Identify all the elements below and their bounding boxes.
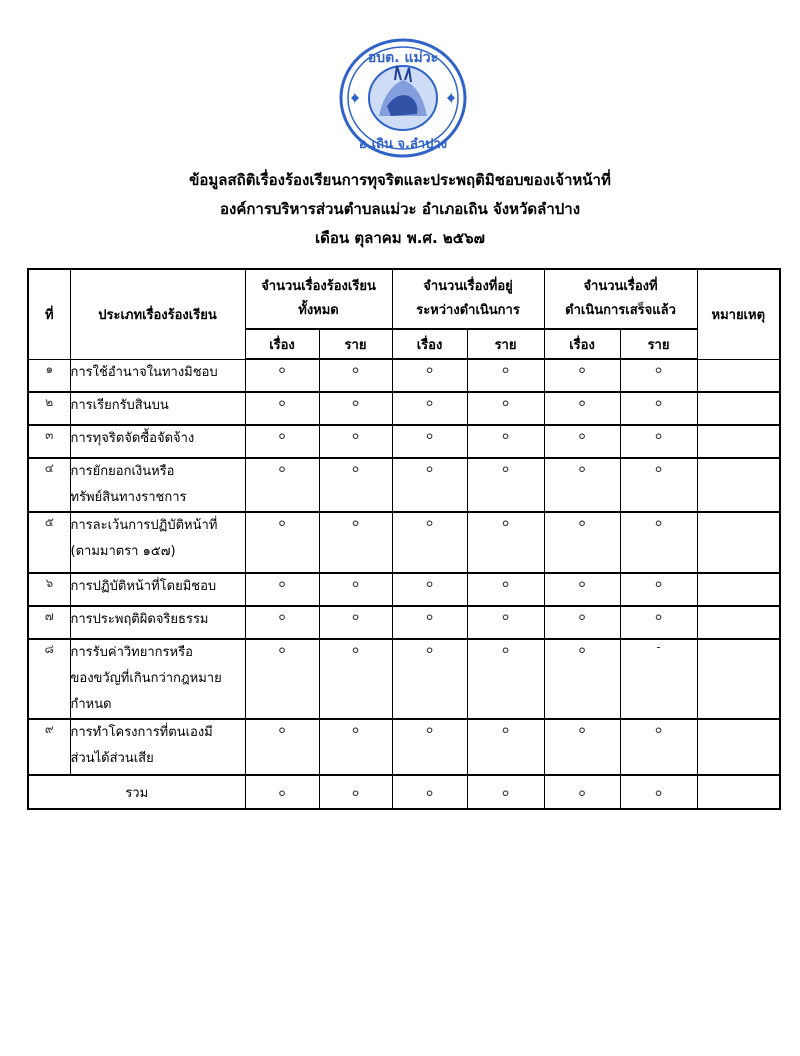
- complaint-statistics-table: [27, 268, 781, 810]
- row-number: ๔: [28, 458, 70, 512]
- subheader-person: ราย: [467, 329, 544, 359]
- value-cell: ๐: [620, 573, 697, 606]
- value-cell: ๐: [620, 392, 697, 425]
- total-row: [28, 775, 780, 809]
- header-group-done-line1: จำนวนเรื่องที่: [583, 279, 658, 294]
- header-group-total-line2: ทั้งหมด: [298, 303, 339, 318]
- remark-cell: [697, 719, 780, 775]
- value-cell: ๐: [544, 359, 620, 392]
- report-title: ข้อมูลสถิติเรื่องร้องเรียนการทุจริตและประพฤติมิชอบของเจ้าหน้าที่: [189, 171, 611, 189]
- header-complaint-type: ประเภทเรื่องร้องเรียน: [70, 269, 245, 359]
- header-group-done-line2: ดำเนินการเสร็จแล้ว: [565, 303, 676, 318]
- complaint-type: การประพฤติผิดจริยธรรม: [70, 606, 245, 639]
- value-cell: ๐: [319, 392, 392, 425]
- complaint-type: การเรียกรับสินบน: [70, 392, 245, 425]
- value-cell: ๐: [245, 719, 319, 775]
- table-row: [28, 573, 780, 606]
- complaint-type: การรับค่าวิทยากรหรือ ของขวัญที่เกินกว่ากฎหมาย กำหนด: [70, 639, 245, 719]
- value-cell: ๐: [319, 573, 392, 606]
- value-cell: ๐: [467, 458, 544, 512]
- total-value-cell: ๐: [467, 775, 544, 809]
- value-cell: ๐: [392, 425, 467, 458]
- report-period: เดือน ตุลาคม พ.ศ. ๒๕๖๗: [315, 229, 485, 247]
- remark-cell: [697, 392, 780, 425]
- value-cell: ๐: [319, 425, 392, 458]
- complaint-type: การทำโครงการที่ตนเองมี ส่วนได้ส่วนเสีย: [70, 719, 245, 775]
- header-group-progress-line1: จำนวนเรื่องที่อยู่: [423, 279, 513, 294]
- value-cell: ๐: [544, 606, 620, 639]
- value-cell: ๐: [544, 512, 620, 573]
- value-cell: ๐: [392, 719, 467, 775]
- remark-cell: [697, 512, 780, 573]
- remark-cell: [697, 458, 780, 512]
- remark-cell: [697, 573, 780, 606]
- total-value-cell: ๐: [245, 775, 319, 809]
- row-number: ๘: [28, 639, 70, 719]
- row-number: ๓: [28, 425, 70, 458]
- value-cell: ๐: [467, 359, 544, 392]
- remark-cell: [697, 425, 780, 458]
- value-cell: ๐: [467, 392, 544, 425]
- table-row: [28, 606, 780, 639]
- value-cell: ๐: [392, 359, 467, 392]
- value-cell: ๐: [467, 512, 544, 573]
- subheader-case: เรื่อง: [544, 329, 620, 359]
- seal-bottom-text: อ.เถิน จ.ลำปาง: [358, 137, 448, 152]
- table-row: [28, 512, 780, 573]
- value-cell: ๐: [319, 458, 392, 512]
- value-cell: ๐: [467, 606, 544, 639]
- value-cell: ๐: [392, 392, 467, 425]
- value-cell: ๐: [544, 639, 620, 719]
- value-cell: ๐: [392, 573, 467, 606]
- table-row: [28, 458, 780, 512]
- total-value-cell: ๐: [544, 775, 620, 809]
- value-cell: ๐: [544, 425, 620, 458]
- header-group-in-progress: [392, 269, 544, 329]
- organization-seal: [337, 36, 469, 160]
- remark-cell: [697, 359, 780, 392]
- row-number: ๖: [28, 573, 70, 606]
- header-no: ที่: [28, 269, 70, 359]
- remark-cell: [697, 606, 780, 639]
- value-cell: ๐: [392, 458, 467, 512]
- subheader-case: เรื่อง: [392, 329, 467, 359]
- value-cell: ๐: [544, 719, 620, 775]
- complaint-type: การละเว้นการปฏิบัติหน้าที่ (ตามมาตรา ๑๕๗): [70, 512, 245, 573]
- total-value-cell: ๐: [392, 775, 467, 809]
- row-number: ๑: [28, 359, 70, 392]
- value-cell: ๐: [467, 719, 544, 775]
- value-cell: ๐: [392, 639, 467, 719]
- value-cell: ๐: [245, 512, 319, 573]
- total-label: รวม: [28, 775, 245, 809]
- seal-top-text: อบต. แม่วะ: [367, 50, 439, 66]
- row-number: ๒: [28, 392, 70, 425]
- value-cell: ๐: [319, 719, 392, 775]
- value-cell: ๐: [467, 425, 544, 458]
- value-cell: ๐: [620, 719, 697, 775]
- value-cell: ๐: [544, 458, 620, 512]
- row-number: ๙: [28, 719, 70, 775]
- value-cell: ๐: [392, 606, 467, 639]
- seal-emblem-icon: [337, 36, 469, 160]
- header-group-total: [245, 269, 392, 329]
- total-remark-cell: [697, 775, 780, 809]
- value-cell: ๐: [245, 425, 319, 458]
- complaint-type: การยักยอกเงินหรือ ทรัพย์สินทางราชการ: [70, 458, 245, 512]
- value-cell: ๐: [319, 606, 392, 639]
- value-cell: ๐: [245, 573, 319, 606]
- value-cell: ๐: [245, 458, 319, 512]
- subheader-person: ราย: [319, 329, 392, 359]
- value-cell: ๐: [544, 573, 620, 606]
- table-row: [28, 719, 780, 775]
- complaint-type: การทุจริตจัดซื้อจัดจ้าง: [70, 425, 245, 458]
- header-group-total-line1: จำนวนเรื่องร้องเรียน: [261, 279, 376, 294]
- complaint-type: การปฏิบัติหน้าที่โดยมิชอบ: [70, 573, 245, 606]
- remark-cell: [697, 639, 780, 719]
- value-cell: ๐: [392, 512, 467, 573]
- value-cell: ๐: [620, 458, 697, 512]
- table-row: [28, 392, 780, 425]
- value-cell: ๐: [245, 606, 319, 639]
- subheader-person: ราย: [620, 329, 697, 359]
- table-row: [28, 425, 780, 458]
- value-cell: ๐: [319, 639, 392, 719]
- subheader-case: เรื่อง: [245, 329, 319, 359]
- value-cell: ๐: [620, 359, 697, 392]
- value-cell: ๐: [620, 425, 697, 458]
- row-number: ๕: [28, 512, 70, 573]
- header-group-progress-line2: ระหว่างดำเนินการ: [416, 303, 520, 318]
- organization-name: องค์การบริหารส่วนตำบลแม่วะ อำเภอเถิน จังหวัดลำปาง: [219, 200, 581, 218]
- header-group-completed: [544, 269, 697, 329]
- value-cell: ๐: [319, 512, 392, 573]
- value-cell: ๐: [467, 573, 544, 606]
- table-row: [28, 359, 780, 392]
- value-cell: ๐: [544, 392, 620, 425]
- total-value-cell: ๐: [319, 775, 392, 809]
- complaint-type: การใช้อำนาจในทางมิชอบ: [70, 359, 245, 392]
- header-remark: หมายเหตุ: [697, 269, 780, 359]
- value-cell: ๐: [467, 639, 544, 719]
- value-cell: ๐: [245, 639, 319, 719]
- value-cell: ๐: [620, 606, 697, 639]
- value-cell: ๐: [245, 392, 319, 425]
- value-cell: ๐: [245, 359, 319, 392]
- value-cell: -: [620, 639, 697, 719]
- row-number: ๗: [28, 606, 70, 639]
- value-cell: ๐: [319, 359, 392, 392]
- value-cell: ๐: [620, 512, 697, 573]
- total-value-cell: ๐: [620, 775, 697, 809]
- table-row: [28, 639, 780, 719]
